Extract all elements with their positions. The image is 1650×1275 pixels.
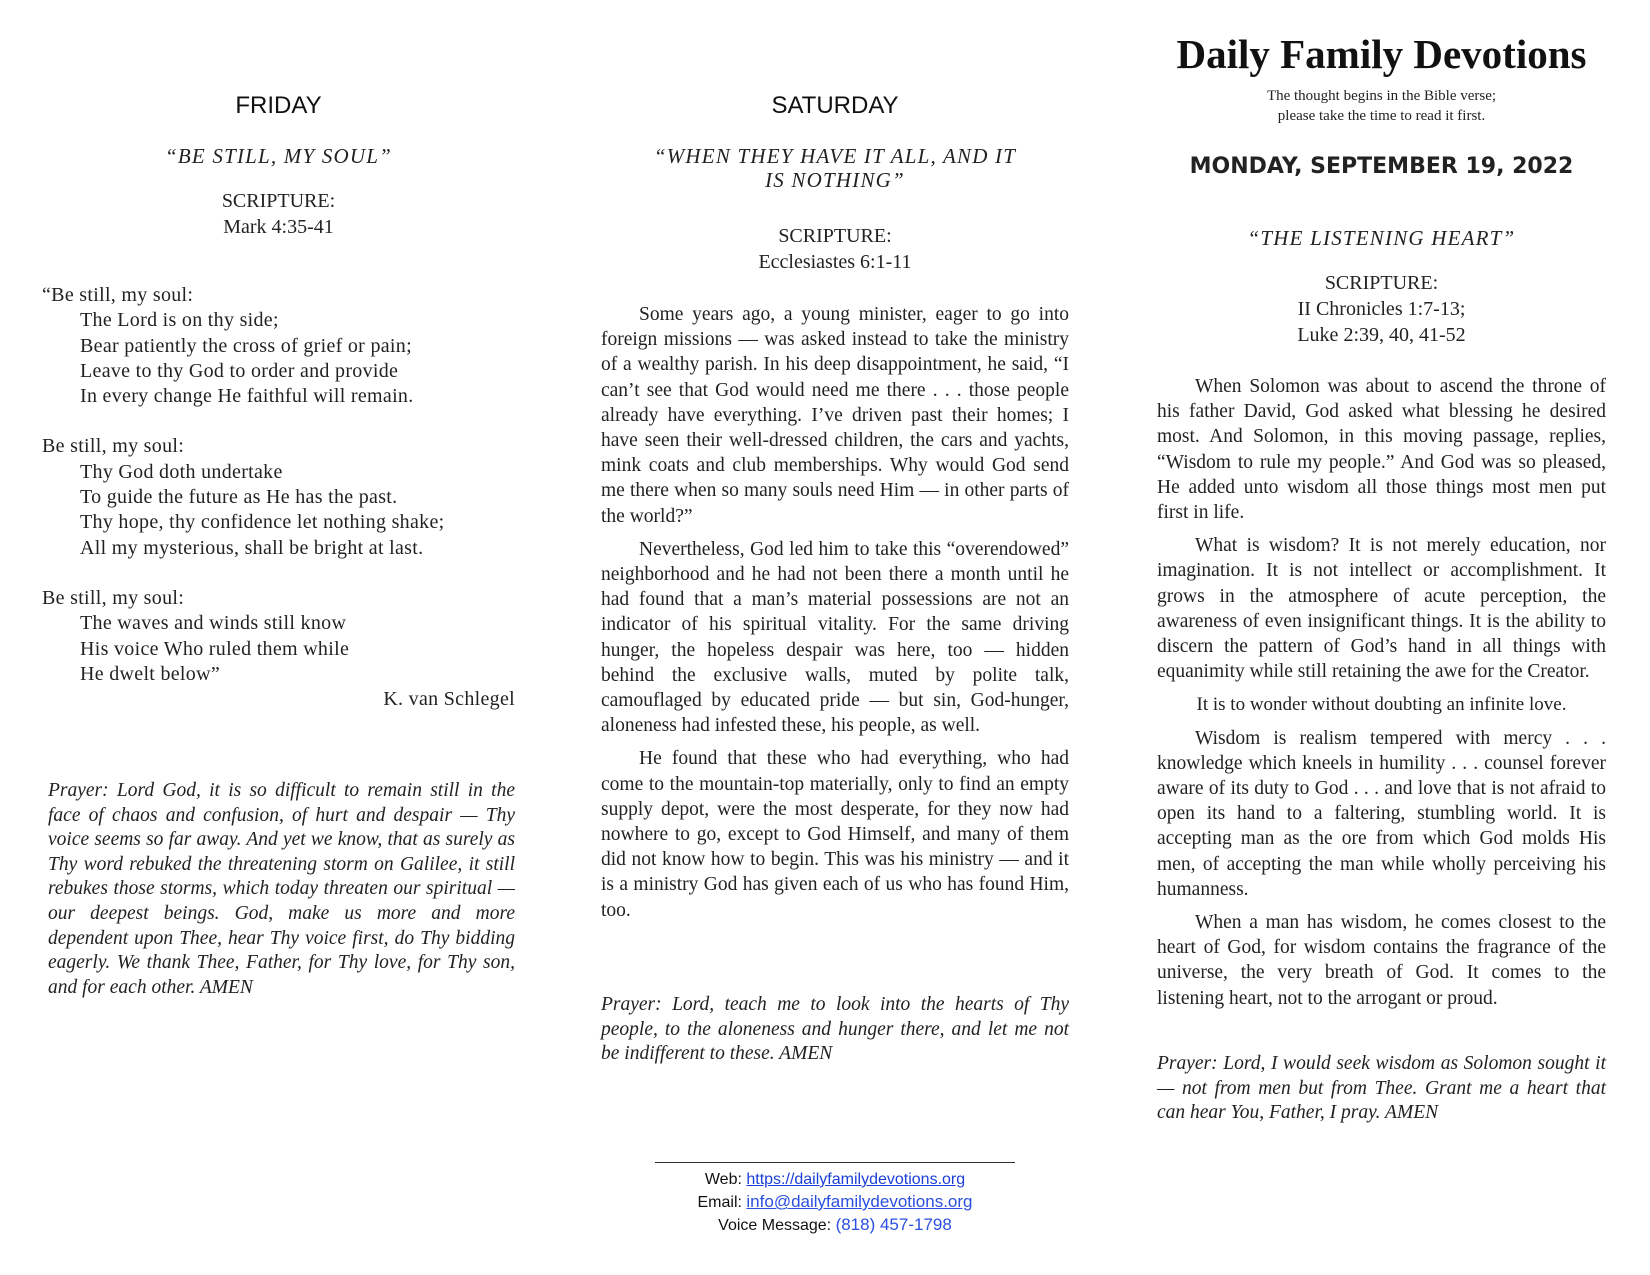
poem-line: “Be still, my soul: — [42, 284, 194, 306]
body-paragraph: He found that these who had everything, who had come to the mountain-top materially, only to find an empty supply depot, were the most desperate, for they now had nowhere to go, except to God Himself, and many of them did not know how to begin. This was his ministry — and it is a ministry God has given each of us who has found Him, too. — [601, 748, 1069, 921]
poem-line: Thy hope, thy confidence let nothing shake; — [80, 511, 445, 534]
phone-number[interactable]: (818) 457-1798 — [835, 1215, 952, 1234]
friday-prayer: Prayer: Lord God, it is so difficult to remain still in the face of chaos and confusion, of hurt and despair — Thy voice seems so far away. And yet we know, that as surely as Thy word rebuked the threatening storm on Galilee, it still rebukes those storms, which today threaten our spiritual — our deepest beings. God, make us more and more dependent upon Thee, hear Thy voice first, do Thy bidding eagerly. We thank Thee, Father, for Thy love, for Thy son, and for each other. AMEN — [48, 780, 515, 998]
subtitle-line: please take the time to read it first. — [1277, 108, 1486, 124]
web-label: Web: — [704, 1171, 747, 1188]
saturday-body — [601, 302, 1069, 931]
poem-line: In every change He faithful will remain. — [80, 385, 414, 408]
website-link[interactable]: https://dailyfamilydevotions.org — [746, 1171, 966, 1188]
publication-title: Daily Family Devotions — [1176, 31, 1587, 77]
poem-line: Be still, my soul: — [42, 435, 185, 458]
saturday-scripture — [601, 223, 1069, 275]
web-line — [601, 1169, 1069, 1191]
publication-subtitle — [1157, 86, 1606, 126]
scripture-reference: Mark 4:35-41 — [223, 216, 334, 238]
poem-line: Leave to thy God to order and provide — [80, 359, 399, 382]
saturday-title — [601, 144, 1069, 192]
friday-scripture — [42, 188, 515, 240]
poem-line: Thy God doth undertake — [80, 460, 283, 483]
email-line — [601, 1191, 1069, 1214]
poem-line: He dwelt below” — [80, 662, 221, 685]
monday-prayer: Prayer: Lord, I would seek wisdom as Solomon sought it — not from men but from Thee. Grant me a heart that can hear You, Father, I pray. AMEN — [1157, 1053, 1606, 1124]
body-paragraph: What is wisdom? It is not merely education, nor imagination. It is not intellect or accomplishment. It grows in the atmosphere of acute perception, the awareness of even insignificant things. It is the ability to discern the pattern of God’s hand in all things with equanimity while still retaining the awe for the Creator. — [1157, 535, 1606, 683]
body-paragraph: Some years ago, a young minister, eager to go into foreign missions — was asked instead to take the ministry of a wealthy parish. In his deep disappointment, he said, “I can’t see that God would need me there . . . those people already have everything. I’ve driven past their homes; I have seen their well-dressed children, the cars and yachts, mink coats and club memberships. Why would God send me there when so many souls need Him — in other parts of the world?” — [601, 304, 1069, 527]
poem-line: The waves and winds still know — [80, 612, 347, 635]
scripture-label: SCRIPTURE: — [221, 190, 336, 212]
poem-line: Be still, my soul: — [42, 586, 185, 609]
masthead — [1157, 28, 1606, 126]
scripture-label: SCRIPTURE: — [778, 225, 892, 247]
body-paragraph: When Solomon was about to ascend the throne of his father David, God asked what blessing he desired most. And Solomon, in this moving passage, replies, “Wisdom to rule my people.” And God was so pleased, He added unto wisdom all those things most men put first in life. — [1157, 376, 1606, 524]
poem-line: All my mysterious, shall be bright at last. — [80, 536, 424, 559]
body-paragraph: Wisdom is realism tempered with mercy . . . knowledge which kneels in humility . . . counsel forever aware of its duty to God . . . and love that is not afraid to open its hand to a faltering, stumbling world. It is accepting man as the ore from which God molds His men, of accepting the man while wholly perceiving his humanness. — [1157, 727, 1606, 900]
body-paragraph: Nevertheless, God led him to take this “overendowed” neighborhood and he had not been there a month until he had found that a man’s material possessions are not an indicator of his spiritual vitality. For the same driving hunger, the hopeless despair was here, too — hidden behind the exclusive walls, muted by polite talk, camouflaged by educated pride — but sin, God-hunger, aloneness had infested these, his people, as well. — [601, 538, 1069, 737]
poem-stanza — [42, 434, 515, 560]
scripture-reference: II Chronicles 1:7-13; — [1297, 298, 1466, 320]
scripture-label: SCRIPTURE: — [1324, 272, 1439, 294]
poem-line: The Lord is on thy side; — [80, 309, 279, 332]
body-center-line: It is to wonder without doubting an infinite love. — [1196, 694, 1567, 716]
saturday-heading: SATURDAY — [771, 92, 899, 119]
poem-author: K. van Schlegel — [383, 688, 515, 711]
poem-line: Bear patiently the cross of grief or pain; — [80, 334, 412, 357]
friday-heading: FRIDAY — [235, 92, 322, 119]
monday-body — [1157, 374, 1606, 1019]
voice-line — [601, 1214, 1069, 1237]
saturday-prayer: Prayer: Lord, teach me to look into the hearts of Thy people, to the aloneness and hunger there, and let me not be indifferent to these. AMEN — [601, 994, 1069, 1065]
footer-divider — [655, 1162, 1015, 1163]
scripture-reference: Ecclesiastes 6:1-11 — [758, 251, 912, 273]
saturday-title-line: “WHEN THEY HAVE IT ALL, AND IT — [653, 144, 1017, 168]
poem-line: His voice Who ruled them while — [80, 637, 350, 660]
voice-label: Voice Message: — [718, 1217, 836, 1234]
poem-line: To guide the future as He has the past. — [80, 486, 398, 509]
poem-stanza — [42, 283, 515, 409]
subtitle-line: The thought begins in the Bible verse; — [1266, 88, 1497, 104]
contact-footer — [601, 1162, 1069, 1237]
monday-scripture — [1157, 270, 1606, 348]
friday-title: “BE STILL, MY SOUL” — [164, 144, 393, 168]
saturday-title-line: IS NOTHING” — [765, 168, 905, 192]
monday-title: “THE LISTENING HEART” — [1247, 226, 1516, 250]
email-link[interactable]: info@dailyfamilydevotions.org — [746, 1192, 973, 1211]
email-label: Email: — [697, 1194, 747, 1211]
poem-stanza — [42, 586, 515, 687]
monday-date: MONDAY, SEPTEMBER 19, 2022 — [1189, 154, 1574, 179]
friday-poem — [42, 283, 515, 712]
body-paragraph: When a man has wisdom, he comes closest to the heart of God, for wisdom contains the fragrance of the universe, the very breath of God. It comes to the listening heart, not to the arrogant or proud. — [1157, 912, 1606, 1009]
scripture-reference: Luke 2:39, 40, 41-52 — [1297, 324, 1466, 346]
